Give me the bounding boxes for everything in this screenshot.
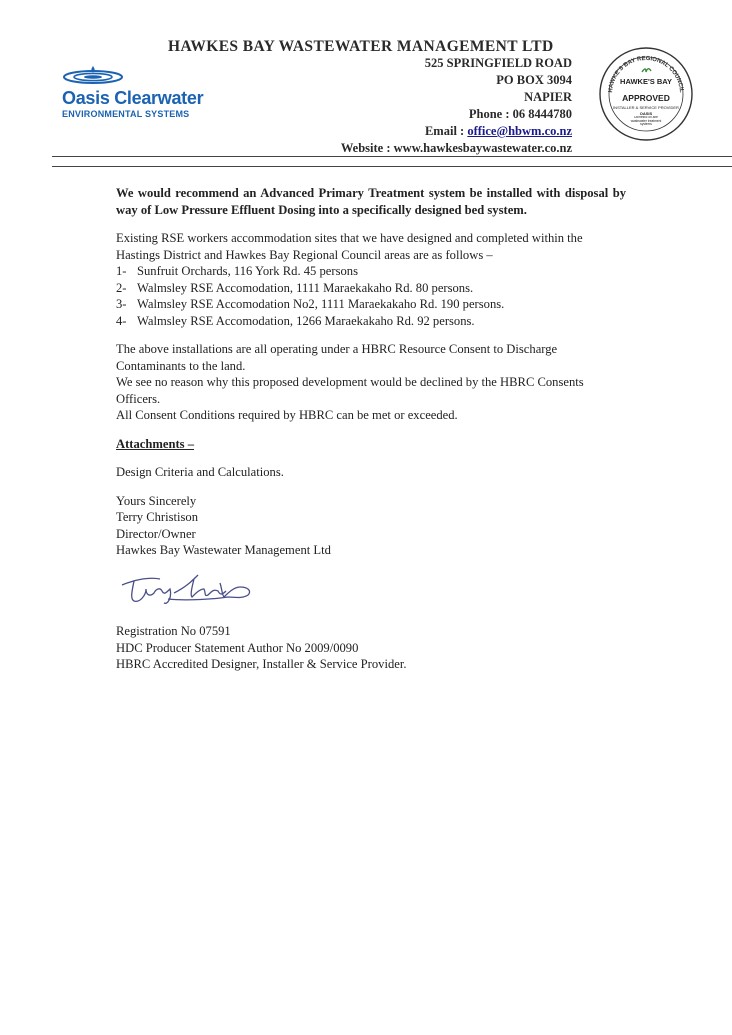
list-item bbox=[116, 313, 626, 330]
list-item bbox=[116, 296, 626, 313]
hbrc-accreditation: HBRC Accredited Designer, Installer & Service Provider. bbox=[116, 657, 407, 671]
company-name: HAWKES BAY WASTEWATER MANAGEMENT LTD bbox=[168, 38, 554, 55]
approved-seal-icon bbox=[598, 46, 694, 142]
registration-number: Registration No 07591 bbox=[116, 624, 231, 638]
attachments-text: Design Criteria and Calculations. bbox=[116, 465, 284, 479]
list-item-text: Walmsley RSE Accomodation, 1111 Maraekakaho Rd. 80 persons. bbox=[137, 280, 474, 295]
address-street: 525 SPRINGFIELD ROAD bbox=[424, 56, 572, 70]
hdc-statement: HDC Producer Statement Author No 2009/0090 bbox=[116, 640, 359, 655]
signer-company: Hawkes Bay Wastewater Management Ltd bbox=[116, 543, 331, 557]
list-item bbox=[116, 263, 626, 280]
signer-title: Director/Owner bbox=[116, 526, 196, 541]
list-item-text: Walmsley RSE Accomodation No2, 1111 Maraekakaho Rd. 190 persons. bbox=[137, 297, 505, 311]
header-divider-top bbox=[52, 156, 732, 157]
signature-image bbox=[116, 565, 266, 611]
closing: Yours Sincerely bbox=[116, 493, 197, 508]
header-divider-bottom bbox=[52, 166, 732, 167]
attachments-heading: Attachments – bbox=[116, 436, 194, 451]
recommendation-paragraph: We would recommend an Advanced Primary Treatment system be installed with disposal by way of Low Pressure Effluent Dosing into a specifically designed bed system. bbox=[116, 186, 626, 217]
list-item-number: 3- bbox=[116, 297, 127, 311]
logo-name: Oasis Clearwater bbox=[62, 88, 204, 108]
seal-status: APPROVED bbox=[622, 93, 670, 103]
seal-desc: Domestic on-site wastewater treatment systems bbox=[630, 116, 662, 127]
email-label: Email : bbox=[424, 124, 468, 138]
logo-subtitle: ENVIRONMENTAL SYSTEMS bbox=[62, 109, 190, 119]
letter-body bbox=[116, 185, 626, 673]
consent-paragraph-2: We see no reason why this proposed development would be declined by the HBRC Consents Officers. bbox=[116, 375, 584, 406]
phone-number: Phone : 06 8444780 bbox=[468, 107, 572, 121]
sites-list bbox=[116, 263, 626, 329]
email-line bbox=[341, 123, 572, 140]
address-po-box: PO BOX 3094 bbox=[496, 73, 572, 87]
oasis-logo bbox=[62, 65, 212, 119]
address-city: NAPIER bbox=[524, 90, 572, 104]
list-item bbox=[116, 280, 626, 297]
sites-intro: Existing RSE workers accommodation sites that we have designed and completed within the Hastings District and Hawkes Bay Regional Council areas are as follows – bbox=[116, 231, 583, 262]
list-item-text: Walmsley RSE Accomodation, 1266 Maraekakaho Rd. 92 persons. bbox=[137, 313, 475, 328]
email-link[interactable]: office@hbwm.co.nz bbox=[467, 124, 572, 138]
company-address bbox=[341, 55, 572, 157]
list-item-number: 1- bbox=[116, 264, 127, 278]
signer-name: Terry Christison bbox=[116, 510, 199, 524]
seal-title: HAWKE'S BAY bbox=[620, 77, 672, 86]
seal-ring-text: HAWKE'S BAY REGIONAL COUNCIL bbox=[607, 55, 685, 93]
list-item-text: Sunfruit Orchards, 116 York Rd. 45 persons bbox=[137, 264, 358, 278]
website-line: Website : www.hawkesbaywastewater.co.nz bbox=[340, 141, 572, 155]
seal-system: OASIS bbox=[639, 111, 653, 116]
consent-paragraph-1: The above installations are all operating under a HBRC Resource Consent to Discharge Contaminants to the land. bbox=[116, 342, 558, 373]
seal-role: INSTALLER & SERVICE PROVIDER bbox=[613, 105, 679, 110]
water-drop-icon bbox=[62, 65, 124, 87]
list-item-number: 2- bbox=[116, 280, 127, 295]
list-item-number: 4- bbox=[116, 313, 127, 328]
consent-paragraph-3: All Consent Conditions required by HBRC can be met or exceeded. bbox=[116, 408, 458, 422]
